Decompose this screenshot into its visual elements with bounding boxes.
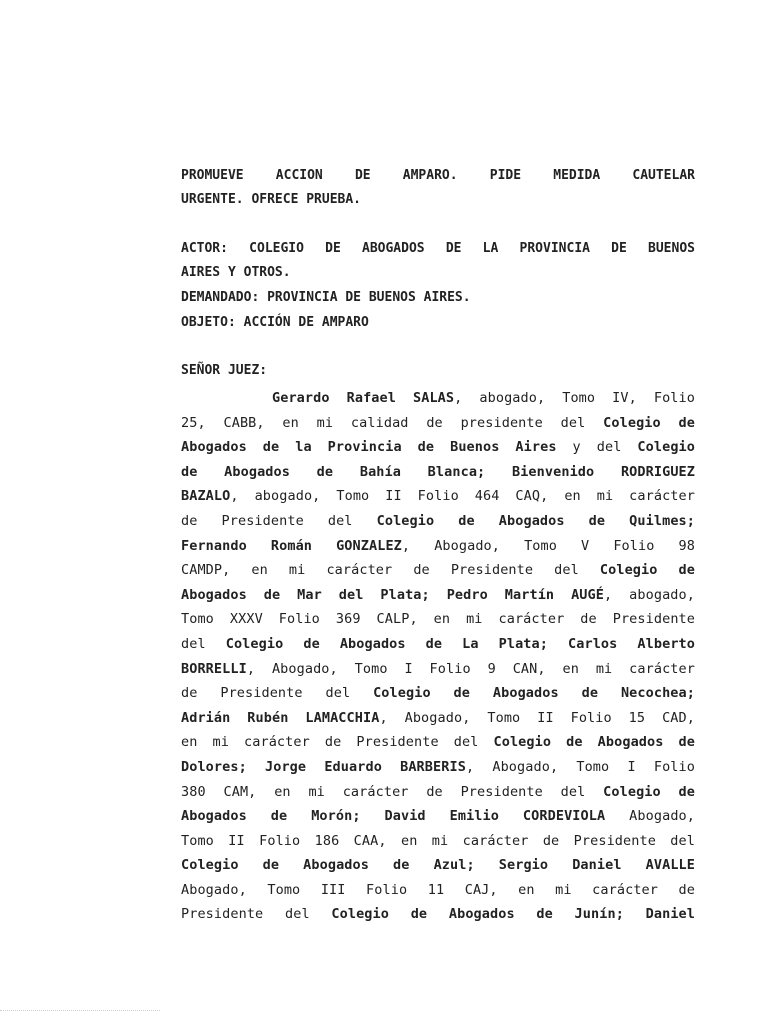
bold-text: Colegio de Abogados de Necochea;	[373, 685, 695, 702]
body-line	[181, 583, 695, 608]
bold-text: de Abogados de Bahía Blanca; Bienvenido RODRIGUEZ	[181, 463, 695, 480]
heading-demandado: DEMANDADO: PROVINCIA DE BUENOS AIRES.	[181, 290, 471, 305]
plain-text: en mi carácter de Presidente del	[181, 734, 494, 751]
plain-text: de Presidente del	[181, 512, 377, 529]
bold-text: Colegio de Abogados de La Plata; Carlos Alberto	[225, 635, 695, 652]
bold-text: Abogados de la Provincia de Buenos Aires	[181, 439, 557, 456]
bold-text: Colegio de Abogados de Azul; Sergio Daniel AVALLE	[181, 857, 695, 874]
body-line	[181, 411, 695, 436]
plain-text: 25, CABB, en mi calidad de presidente del	[181, 414, 604, 431]
plain-text: Abogado, Tomo III Folio 11 CAJ, en mi carácter de	[181, 881, 695, 898]
body-line	[181, 632, 695, 657]
body-line	[181, 755, 695, 780]
bold-text: Colegio de	[603, 414, 696, 431]
plain-text: , Abogado, Tomo I Folio	[465, 758, 695, 775]
body-line	[181, 460, 695, 485]
body-line	[181, 484, 695, 509]
bold-text: Abogados de Mar del Plata; Pedro Martín AUGÉ	[181, 586, 604, 603]
heading-title-line1: PROMUEVE ACCION DE AMPARO. PIDE MEDIDA CAUTELAR	[181, 168, 695, 183]
plain-text: CAMDP, en mi carácter de Presidente del	[181, 562, 600, 579]
body-line	[181, 435, 695, 460]
bold-text: BAZALO	[181, 488, 231, 505]
bold-text: Colegio de Abogados de	[493, 734, 695, 751]
bold-text: Gerardo Rafael SALAS	[272, 390, 455, 406]
body-line	[181, 853, 695, 878]
plain-text: del	[181, 635, 226, 652]
bold-text: BORRELLI	[181, 660, 247, 677]
body-line	[181, 804, 695, 829]
body-line	[181, 386, 695, 411]
bold-text: Colegio de Abogados de Quilmes;	[376, 512, 695, 529]
plain-text: de Presidente del	[181, 685, 374, 702]
heading-objeto: OBJETO: ACCIÓN DE AMPARO	[181, 315, 369, 330]
plain-text: Tomo XXXV Folio 369 CALP, en mi carácter de Presidente	[181, 611, 695, 628]
plain-text: 380 CAM, en mi carácter de Presidente del	[181, 783, 604, 800]
heading-title-line2: URGENTE. OFRECE PRUEBA.	[181, 192, 362, 207]
body-line	[181, 509, 695, 534]
bold-text: Dolores; Jorge Eduardo BARBERIS	[181, 758, 466, 775]
body-line	[181, 902, 695, 927]
bold-text: Colegio de Abogados de Junín; Daniel	[331, 906, 695, 923]
body-line	[181, 829, 695, 854]
body-line	[181, 558, 695, 583]
bold-text: Colegio de	[599, 562, 695, 579]
plain-text: , abogado, Tomo IV, Folio	[454, 390, 695, 406]
body-line	[181, 878, 695, 903]
plain-text: , Abogado, Tomo V Folio 98	[401, 537, 695, 554]
body-line	[181, 706, 695, 731]
plain-text: Abogado,	[605, 808, 695, 825]
bold-text: Adrián Rubén LAMACCHIA	[181, 709, 380, 726]
body-paragraph	[181, 386, 695, 927]
body-line	[181, 657, 695, 682]
bold-text: Colegio de	[603, 783, 696, 800]
heading-actor-line1: ACTOR: COLEGIO DE ABOGADOS DE LA PROVINCIA DE BUENOS	[181, 241, 695, 256]
heading-actor-line2: AIRES Y OTROS.	[181, 265, 291, 280]
plain-text: Presidente del	[181, 906, 332, 923]
body-line	[181, 780, 695, 805]
plain-text: , abogado, Tomo II Folio 464 CAQ, en mi carácter	[230, 488, 695, 505]
plain-text: , abogado,	[604, 586, 695, 603]
body-line	[181, 607, 695, 632]
plain-text: Tomo II Folio 186 CAA, en mi carácter de Presidente del	[181, 832, 695, 849]
salutation: SEÑOR JUEZ:	[181, 363, 268, 378]
plain-text: , Abogado, Tomo II Folio 15 CAD,	[379, 709, 695, 726]
bold-text: Fernando Román GONZALEZ	[181, 537, 402, 554]
bold-text: Abogados de Morón; David Emilio CORDEVIOLA	[181, 808, 606, 825]
body-line	[181, 534, 695, 559]
scan-artifact	[0, 1010, 160, 1012]
plain-text: y del	[556, 439, 638, 456]
body-line	[181, 681, 695, 706]
plain-text: , Abogado, Tomo I Folio 9 CAN, en mi carácter	[246, 660, 695, 677]
body-line	[181, 730, 695, 755]
bold-text: Colegio	[637, 439, 696, 456]
